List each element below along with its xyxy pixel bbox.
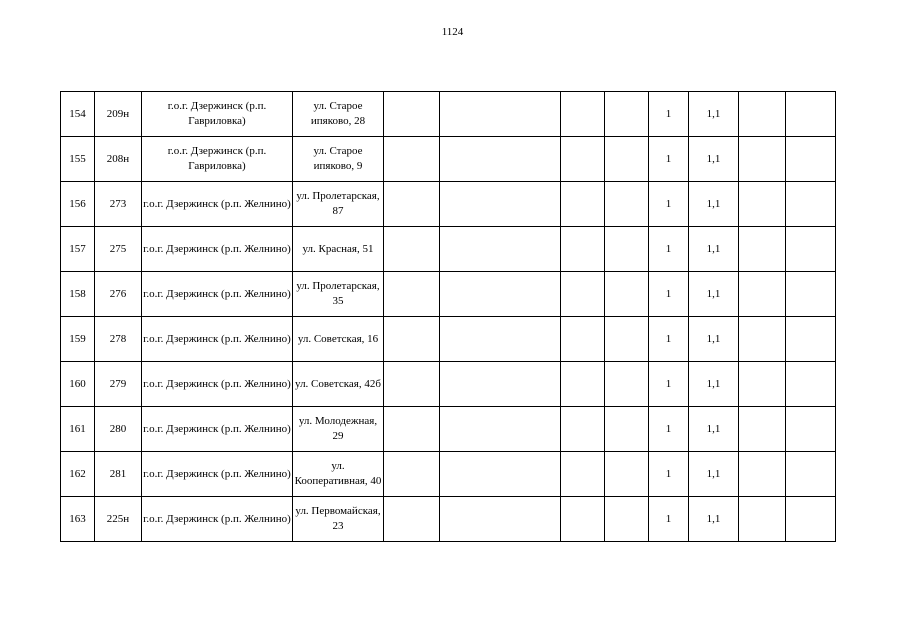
- column-11-cell: [739, 227, 786, 272]
- column-6-cell: [440, 182, 561, 227]
- column-9-cell: 1: [649, 407, 689, 452]
- column-8-cell: [605, 497, 649, 542]
- column-10-cell: 1,1: [689, 362, 739, 407]
- code-cell: 209н: [95, 92, 142, 137]
- table-row: [61, 137, 836, 182]
- column-6-cell: [440, 497, 561, 542]
- column-7-cell: [561, 407, 605, 452]
- column-9-cell: 1: [649, 137, 689, 182]
- address-cell: ул. Советская, 16: [293, 317, 384, 362]
- column-11-cell: [739, 452, 786, 497]
- column-10-cell: 1,1: [689, 227, 739, 272]
- column-9-cell: 1: [649, 182, 689, 227]
- column-12-cell: [786, 362, 836, 407]
- column-11-cell: [739, 272, 786, 317]
- column-6-cell: [440, 317, 561, 362]
- column-5-cell: [384, 362, 440, 407]
- row-number-cell: 159: [61, 317, 95, 362]
- code-cell: 279: [95, 362, 142, 407]
- column-10-cell: 1,1: [689, 407, 739, 452]
- column-6-cell: [440, 92, 561, 137]
- column-12-cell: [786, 227, 836, 272]
- code-cell: 225н: [95, 497, 142, 542]
- address-cell: ул. Кооперативная, 40: [293, 452, 384, 497]
- column-9-cell: 1: [649, 227, 689, 272]
- column-6-cell: [440, 452, 561, 497]
- column-7-cell: [561, 452, 605, 497]
- column-7-cell: [561, 497, 605, 542]
- locality-cell: г.о.г. Дзержинск (р.п. Желнино): [142, 227, 293, 272]
- row-number-cell: 157: [61, 227, 95, 272]
- row-number-cell: 160: [61, 362, 95, 407]
- table-row: [61, 452, 836, 497]
- column-9-cell: 1: [649, 272, 689, 317]
- column-5-cell: [384, 317, 440, 362]
- column-5-cell: [384, 407, 440, 452]
- page-number: 1124: [441, 26, 464, 38]
- column-9-cell: 1: [649, 317, 689, 362]
- table-row: [61, 317, 836, 362]
- column-8-cell: [605, 92, 649, 137]
- column-12-cell: [786, 182, 836, 227]
- column-9-cell: 1: [649, 92, 689, 137]
- column-9-cell: 1: [649, 452, 689, 497]
- column-8-cell: [605, 182, 649, 227]
- address-cell: ул. Пролетарская, 35: [293, 272, 384, 317]
- column-8-cell: [605, 362, 649, 407]
- code-cell: 273: [95, 182, 142, 227]
- column-10-cell: 1,1: [689, 137, 739, 182]
- column-12-cell: [786, 452, 836, 497]
- row-number-cell: 158: [61, 272, 95, 317]
- column-6-cell: [440, 407, 561, 452]
- column-7-cell: [561, 182, 605, 227]
- code-cell: 276: [95, 272, 142, 317]
- code-cell: 280: [95, 407, 142, 452]
- column-11-cell: [739, 92, 786, 137]
- column-7-cell: [561, 137, 605, 182]
- locality-cell: г.о.г. Дзержинск (р.п. Желнино): [142, 362, 293, 407]
- column-5-cell: [384, 227, 440, 272]
- column-8-cell: [605, 317, 649, 362]
- table-row: [61, 272, 836, 317]
- column-8-cell: [605, 452, 649, 497]
- column-5-cell: [384, 182, 440, 227]
- address-cell: ул. Красная, 51: [293, 227, 384, 272]
- row-number-cell: 162: [61, 452, 95, 497]
- column-12-cell: [786, 497, 836, 542]
- code-cell: 208н: [95, 137, 142, 182]
- code-cell: 281: [95, 452, 142, 497]
- table-row: [61, 407, 836, 452]
- column-7-cell: [561, 92, 605, 137]
- locality-cell: г.о.г. Дзержинск (р.п. Желнино): [142, 272, 293, 317]
- address-cell: ул. Старое ипяково, 28: [293, 92, 384, 137]
- column-8-cell: [605, 137, 649, 182]
- column-5-cell: [384, 92, 440, 137]
- column-12-cell: [786, 272, 836, 317]
- column-12-cell: [786, 137, 836, 182]
- column-7-cell: [561, 272, 605, 317]
- row-number-cell: 155: [61, 137, 95, 182]
- table-row: [61, 497, 836, 542]
- column-7-cell: [561, 362, 605, 407]
- column-6-cell: [440, 272, 561, 317]
- column-10-cell: 1,1: [689, 272, 739, 317]
- table-row: [61, 92, 836, 137]
- locality-cell: г.о.г. Дзержинск (р.п. Гавриловка): [142, 137, 293, 182]
- locality-cell: г.о.г. Дзержинск (р.п. Желнино): [142, 407, 293, 452]
- column-9-cell: 1: [649, 497, 689, 542]
- column-9-cell: 1: [649, 362, 689, 407]
- column-11-cell: [739, 362, 786, 407]
- column-10-cell: 1,1: [689, 317, 739, 362]
- address-cell: ул. Пролетарская, 87: [293, 182, 384, 227]
- code-cell: 278: [95, 317, 142, 362]
- column-5-cell: [384, 272, 440, 317]
- address-cell: ул. Советская, 42б: [293, 362, 384, 407]
- column-8-cell: [605, 407, 649, 452]
- column-7-cell: [561, 227, 605, 272]
- row-number-cell: 154: [61, 92, 95, 137]
- column-5-cell: [384, 137, 440, 182]
- column-11-cell: [739, 317, 786, 362]
- column-11-cell: [739, 137, 786, 182]
- locality-cell: г.о.г. Дзержинск (р.п. Желнино): [142, 452, 293, 497]
- address-cell: ул. Старое ипяково, 9: [293, 137, 384, 182]
- column-10-cell: 1,1: [689, 92, 739, 137]
- column-7-cell: [561, 317, 605, 362]
- locality-cell: г.о.г. Дзержинск (р.п. Желнино): [142, 182, 293, 227]
- column-11-cell: [739, 182, 786, 227]
- column-10-cell: 1,1: [689, 182, 739, 227]
- row-number-cell: 161: [61, 407, 95, 452]
- column-12-cell: [786, 317, 836, 362]
- locality-cell: г.о.г. Дзержинск (р.п. Желнино): [142, 317, 293, 362]
- column-10-cell: 1,1: [689, 497, 739, 542]
- row-number-cell: 163: [61, 497, 95, 542]
- column-8-cell: [605, 272, 649, 317]
- column-11-cell: [739, 497, 786, 542]
- locality-cell: г.о.г. Дзержинск (р.п. Гавриловка): [142, 92, 293, 137]
- column-8-cell: [605, 227, 649, 272]
- address-cell: ул. Молодежная, 29: [293, 407, 384, 452]
- registry-table: [60, 91, 836, 542]
- column-5-cell: [384, 497, 440, 542]
- locality-cell: г.о.г. Дзержинск (р.п. Желнино): [142, 497, 293, 542]
- column-5-cell: [384, 452, 440, 497]
- column-12-cell: [786, 407, 836, 452]
- column-10-cell: 1,1: [689, 452, 739, 497]
- table-row: [61, 182, 836, 227]
- code-cell: 275: [95, 227, 142, 272]
- column-6-cell: [440, 227, 561, 272]
- column-12-cell: [786, 92, 836, 137]
- address-cell: ул. Первомайская, 23: [293, 497, 384, 542]
- row-number-cell: 156: [61, 182, 95, 227]
- column-6-cell: [440, 362, 561, 407]
- table-row: [61, 362, 836, 407]
- table-row: [61, 227, 836, 272]
- column-11-cell: [739, 407, 786, 452]
- column-6-cell: [440, 137, 561, 182]
